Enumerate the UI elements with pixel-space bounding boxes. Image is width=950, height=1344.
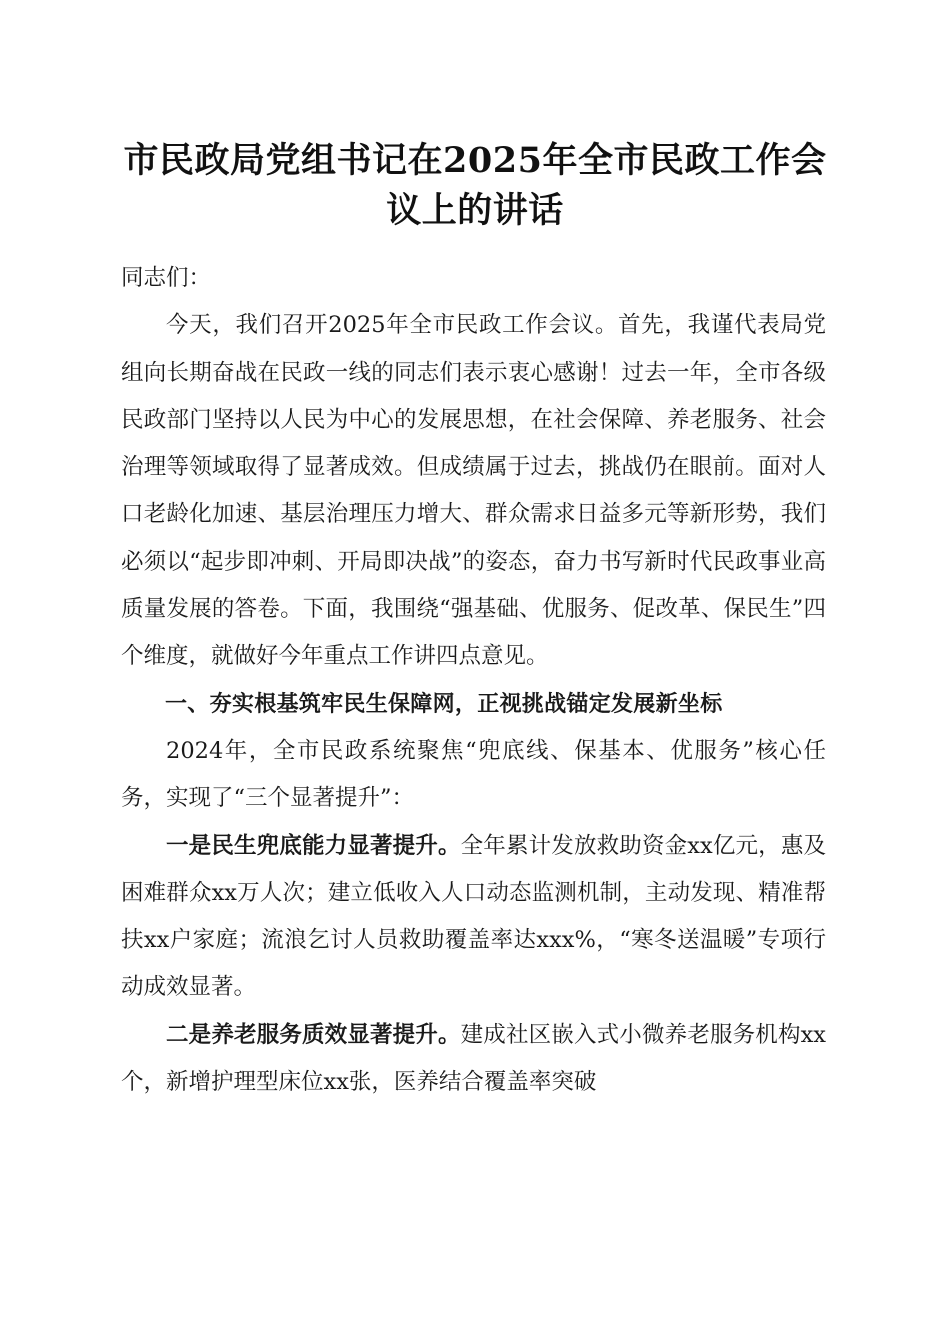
point-2-text: 建成社区嵌入式小微养老服务机构xx个，新增护理型床位xx张，医养结合覆盖率突破 bbox=[121, 1021, 826, 1096]
title-line-2: 议上的讲话 bbox=[386, 190, 564, 231]
point-2-paragraph bbox=[121, 1012, 826, 1107]
intro-paragraph: 今天，我们召开2025年全市民政工作会议。首先，我谨代表局党组向长期奋战在民政一线的同志们表示衷心感谢！过去一年，全市各级民政部门坚持以人民为中心的发展思想，在社会保障、养老服务、社会治理等领域取得了显著成效。但成绩属于过去，挑战仍在眼前。面对人口老龄化加速、基层治理压力增大、群众需求日益多元等新形势，我们必须以“起步即冲刺、开局即决战”的姿态，奋力书写新时代民政事业高质量发展的答卷。下面，我围绕“强基础、优服务、促改革、保民生”四个维度，就做好今年重点工作讲四点意见。 bbox=[121, 312, 826, 670]
point-1-text: 全年累计发放救助资金xx亿元，惠及困难群众xx万人次；建立低收入人口动态监测机制，主动发现、精准帮扶xx户家庭；流浪乞讨人员救助覆盖率达xxx%，“寒冬送温暖”专项行动成效显著。 bbox=[121, 832, 826, 1001]
section-1-intro: 2024年，全市民政系统聚焦“兜底线、保基本、优服务”核心任务，实现了“三个显著提升”： bbox=[121, 737, 826, 812]
point-1-lead: 一是民生兜底能力显著提升。 bbox=[166, 832, 461, 859]
section-1-heading: 一、夯实根基筑牢民生保障网，正视挑战锚定发展新坐标 bbox=[165, 691, 723, 717]
salutation: 同志们： bbox=[121, 265, 212, 291]
point-1-paragraph bbox=[121, 823, 826, 1012]
title-line-1: 市民政局党组书记在2025年全市民政工作会 bbox=[123, 140, 827, 181]
document-body bbox=[121, 255, 826, 1106]
document-title bbox=[110, 136, 840, 236]
point-2-lead: 二是养老服务质效显著提升。 bbox=[166, 1021, 461, 1048]
